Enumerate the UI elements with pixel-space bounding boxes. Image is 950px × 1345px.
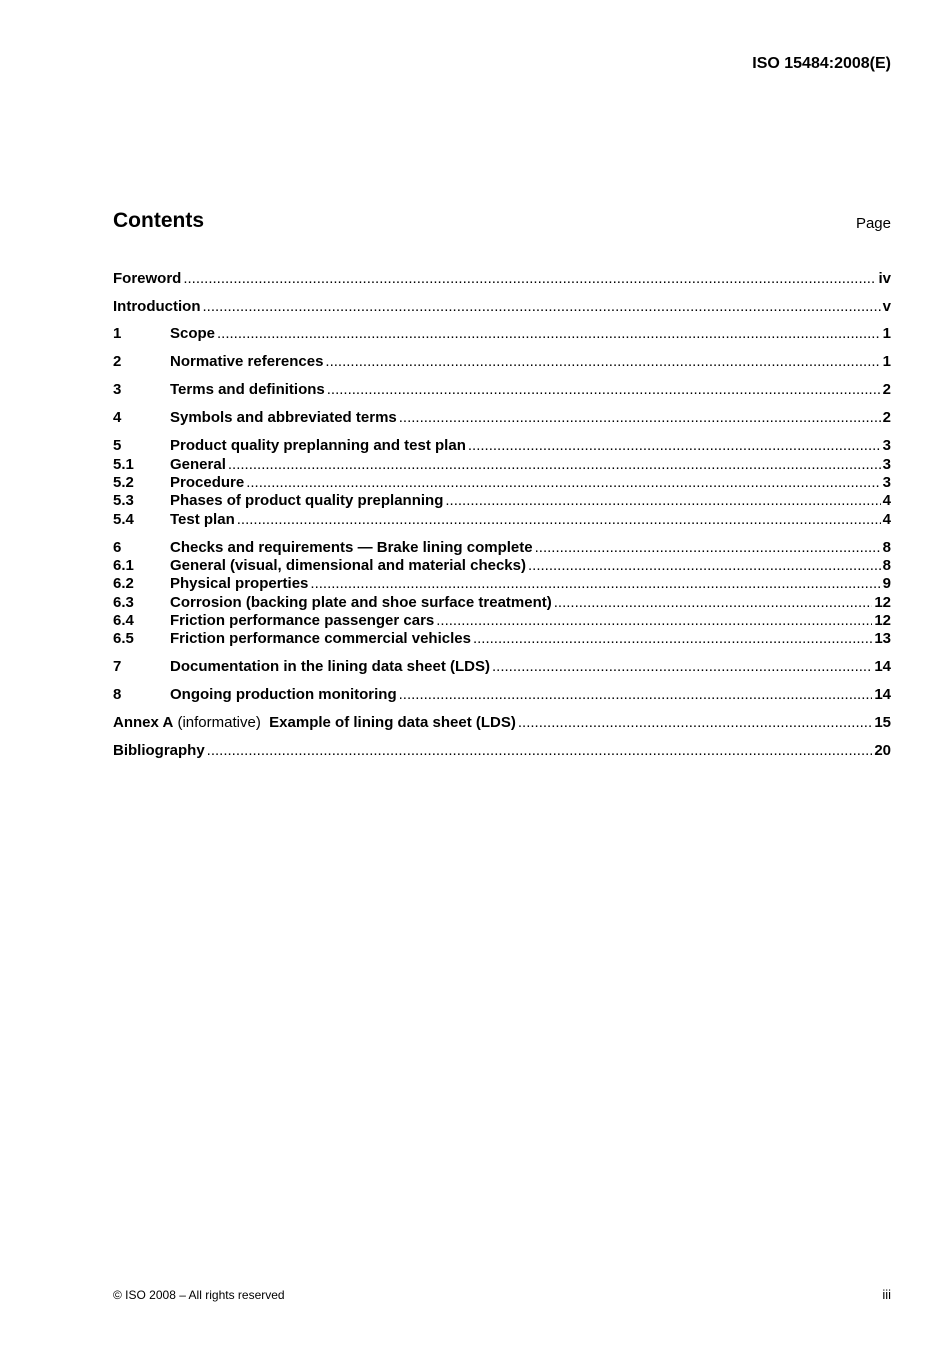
contents-heading: Contents [113, 209, 204, 232]
toc-entry-title: Scope [170, 325, 216, 342]
toc-entry-page: 12 [874, 612, 891, 629]
toc-entry-number: 6.1 [113, 557, 134, 574]
toc-entry-title: Phases of product quality preplanning [170, 492, 444, 509]
toc-entry-title: Friction performance passenger cars [170, 612, 435, 629]
toc-entry-title: Product quality preplanning and test plan [170, 437, 466, 454]
toc-entry-number: 5.2 [113, 474, 134, 491]
toc-entry-page: 20 [874, 742, 891, 759]
toc-entry-number: 6 [113, 539, 122, 556]
toc-entry-number: 4 [113, 409, 122, 426]
toc-entry-page: 8 [882, 557, 891, 574]
toc-entry-6-1[interactable] [113, 557, 891, 575]
toc-entry-number: 6.4 [113, 612, 134, 629]
toc-entry-page: 14 [874, 658, 891, 675]
toc-entry-title: Documentation in the lining data sheet (LDS) [170, 658, 491, 675]
toc-entry-6-3[interactable] [113, 594, 891, 612]
toc-entry-title: Bibliography [113, 742, 205, 759]
dot-leader [492, 658, 872, 675]
toc-entry-page: v [882, 298, 891, 315]
dot-leader [399, 409, 881, 426]
toc-entry-title: Symbols and abbreviated terms [170, 409, 397, 426]
dot-leader [310, 575, 880, 592]
dot-leader [325, 353, 880, 370]
dot-leader [554, 594, 873, 611]
toc-entry-6-5[interactable] [113, 630, 891, 648]
dot-leader [445, 492, 880, 509]
dot-leader [183, 270, 876, 287]
toc-entry-4[interactable] [113, 409, 891, 427]
dot-leader [327, 381, 881, 398]
toc-entry-page: 2 [882, 409, 891, 426]
annex-informative-note: (informative) [177, 714, 261, 731]
dot-leader [228, 456, 881, 473]
toc-entry-3[interactable] [113, 381, 891, 399]
toc-entry-title: Ongoing production monitoring [170, 686, 397, 703]
document-id: ISO 15484:2008(E) [752, 55, 891, 72]
toc-entry-8[interactable] [113, 686, 891, 704]
toc-entry-5-4[interactable] [113, 511, 891, 529]
toc-entry-page: 1 [882, 353, 891, 370]
toc-entry-title: Example of lining data sheet (LDS) [269, 714, 516, 731]
toc-entry-page: iv [878, 270, 891, 287]
toc-entry-title: Corrosion (backing plate and shoe surface treatment) [170, 594, 552, 611]
toc-entry-title: Procedure [170, 474, 245, 491]
toc-entry-6[interactable] [113, 539, 891, 557]
toc-entry-number: 2 [113, 353, 122, 370]
toc-entry-page: 1 [882, 325, 891, 342]
toc-entry-5-1[interactable] [113, 456, 891, 474]
toc-entry-number: 5 [113, 437, 122, 454]
toc-entry-foreword[interactable] [113, 270, 891, 288]
toc-entry-title: Introduction [113, 298, 201, 315]
toc-entry-number: 6.5 [113, 630, 134, 647]
toc-entry-page: 9 [882, 575, 891, 592]
dot-leader [468, 437, 881, 454]
toc-entry-number: 5.4 [113, 511, 134, 528]
toc-entry-introduction[interactable] [113, 298, 891, 316]
toc-entry-6-2[interactable] [113, 575, 891, 593]
toc-entry-page: 12 [874, 594, 891, 611]
toc-entry-1[interactable] [113, 325, 891, 343]
toc-entry-2[interactable] [113, 353, 891, 371]
toc-entry-title: General [170, 456, 226, 473]
toc-entry-5-3[interactable] [113, 492, 891, 510]
toc-entry-5-2[interactable] [113, 474, 891, 492]
toc-entry-number: 6.3 [113, 594, 134, 611]
toc-entry-page: 15 [874, 714, 891, 731]
toc-entry-number: 1 [113, 325, 122, 342]
dot-leader [436, 612, 872, 629]
toc-entry-annex-a[interactable] [113, 714, 891, 732]
toc-entry-page: 4 [882, 511, 891, 528]
toc-entry-page: 2 [882, 381, 891, 398]
toc-entry-7[interactable] [113, 658, 891, 676]
toc-entry-number: 5.3 [113, 492, 134, 509]
dot-leader [473, 630, 872, 647]
dot-leader [202, 298, 880, 315]
dot-leader [399, 686, 873, 703]
toc-entry-title: Physical properties [170, 575, 309, 592]
toc-entry-number: 6.2 [113, 575, 134, 592]
toc-entry-page: 14 [874, 686, 891, 703]
toc-entry-number: 7 [113, 658, 122, 675]
toc-entry-bibliography[interactable] [113, 742, 891, 760]
page-number: iii [882, 1287, 891, 1302]
toc-entry-page: 8 [882, 539, 891, 556]
toc-entry-number: 8 [113, 686, 122, 703]
toc-entry-title: Foreword [113, 270, 182, 287]
toc-entry-title: General (visual, dimensional and material checks) [170, 557, 526, 574]
dot-leader [207, 742, 873, 759]
toc-entry-number: 5.1 [113, 456, 134, 473]
toc-entry-page: 3 [882, 456, 891, 473]
toc-entry-number: 3 [113, 381, 122, 398]
toc-entry-title: Normative references [170, 353, 324, 370]
dot-leader [217, 325, 881, 342]
toc-entry-5[interactable] [113, 437, 891, 455]
toc-entry-page: 3 [882, 437, 891, 454]
toc-entry-title: Checks and requirements — Brake lining complete [170, 539, 533, 556]
dot-leader [535, 539, 881, 556]
page-column-label: Page [855, 215, 891, 232]
dot-leader [237, 511, 881, 528]
toc-entry-title: Test plan [170, 511, 235, 528]
toc-entry-page: 4 [882, 492, 891, 509]
dot-leader [246, 474, 880, 491]
annex-label: Annex A [113, 714, 174, 731]
dot-leader [528, 557, 881, 574]
dot-leader [518, 714, 872, 731]
toc-entry-6-4[interactable] [113, 612, 891, 630]
toc-entry-page: 3 [882, 474, 891, 491]
toc-entry-title: Terms and definitions [170, 381, 325, 398]
toc-entry-page: 13 [874, 630, 891, 647]
toc-entry-title: Friction performance commercial vehicles [170, 630, 471, 647]
copyright-notice: © ISO 2008 – All rights reserved [113, 1288, 285, 1302]
